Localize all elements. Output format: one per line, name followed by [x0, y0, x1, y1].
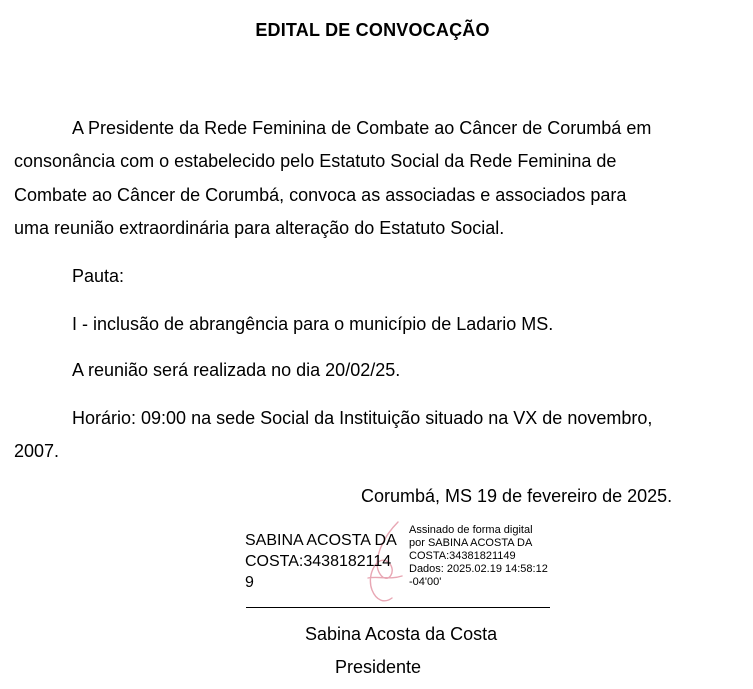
signature-detail-line: por SABINA ACOSTA DA	[409, 537, 533, 549]
document-title: EDITAL DE CONVOCAÇÃO	[255, 20, 490, 40]
schedule-line: 2007.	[14, 441, 60, 461]
schedule-line: Horário: 09:00 na sede Social da Instituição situado na VX de novembro,	[72, 408, 653, 428]
signature-line	[246, 607, 550, 608]
paragraph-line: A Presidente da Rede Feminina de Combate ao Câncer de Corumbá em	[72, 118, 652, 138]
signature-detail-line: COSTA:34381821149	[409, 550, 516, 562]
paragraph-line: Combate ao Câncer de Corumbá, convoca as associadas e associados para	[14, 185, 627, 205]
pauta-label: Pauta:	[72, 266, 125, 286]
paragraph-line: consonância com o estabelecido pelo Estatuto Social da Rede Feminina de	[14, 151, 617, 171]
signature-name-line: COSTA:3438182114	[245, 553, 392, 570]
meeting-date: A reunião será realizada no dia 20/02/25.	[72, 360, 401, 380]
signature-detail-line: Dados: 2025.02.19 14:58:12	[409, 563, 548, 575]
place-date: Corumbá, MS 19 de fevereiro de 2025.	[361, 486, 673, 506]
signature-name-line: 9	[245, 574, 254, 591]
signature-detail-line: Assinado de forma digital	[409, 524, 533, 536]
pauta-item: I - inclusão de abrangência para o município de Ladario MS.	[72, 314, 554, 334]
signature-detail-line: -04'00'	[409, 576, 442, 588]
signature-name-line: SABINA ACOSTA DA	[245, 532, 397, 549]
signer-role: Presidente	[335, 657, 422, 677]
signer-name: Sabina Acosta da Costa	[305, 624, 498, 644]
paragraph-line: uma reunião extraordinária para alteração do Estatuto Social.	[14, 218, 505, 238]
